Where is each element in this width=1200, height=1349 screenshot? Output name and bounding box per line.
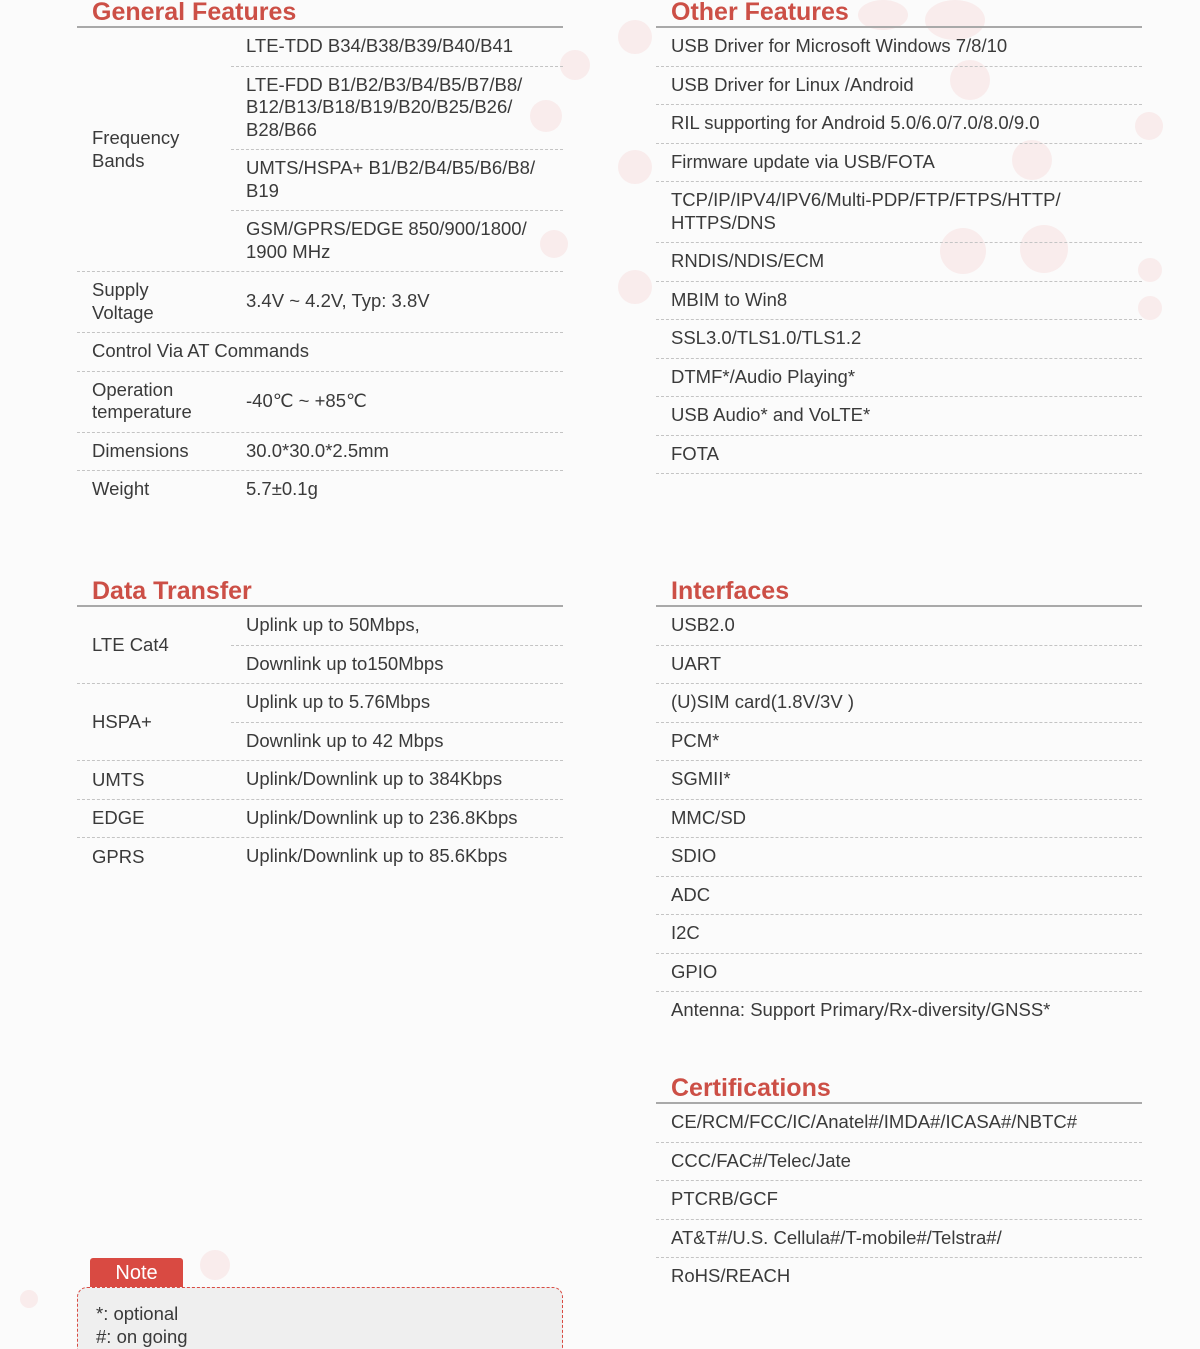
supply-voltage-row xyxy=(77,272,563,333)
interfaces-section xyxy=(656,575,1142,1030)
decor-dot xyxy=(618,270,652,304)
operation-temperature-row xyxy=(77,372,563,433)
decor-dot xyxy=(560,50,590,80)
certification-text: PTCRB/GCF xyxy=(671,1188,778,1209)
weight-value: 5.7±0.1g xyxy=(246,478,318,499)
list-item xyxy=(656,761,1142,800)
at-commands-label: Control Via AT Commands xyxy=(92,340,309,361)
lte-cat4-values xyxy=(231,607,563,683)
frequency-bands-values xyxy=(231,28,563,271)
hspa-value: Downlink up to 42 Mbps xyxy=(246,729,444,751)
list-item xyxy=(656,436,1142,475)
list-item xyxy=(656,992,1142,1030)
hspa-label: HSPA+ xyxy=(92,710,152,732)
hspa-values xyxy=(231,684,563,760)
data-transfer-section xyxy=(77,575,563,876)
frequency-band-value: UMTS/HSPA+ B1/B2/B4/B5/B6/B8/ B19 xyxy=(231,150,563,211)
list-item xyxy=(656,1258,1142,1296)
certification-text: CE/RCM/FCC/IC/Anatel#/IMDA#/ICASA#/NBTC# xyxy=(671,1111,1078,1132)
interface-text: (U)SIM card(1.8V/3V ) xyxy=(671,691,854,712)
interface-text: I2C xyxy=(671,922,700,943)
supply-voltage-value: 3.4V ~ 4.2V, Typ: 3.8V xyxy=(246,290,430,312)
other-feature-text: FOTA xyxy=(671,442,719,464)
lte-cat4-value: Uplink up to 50Mbps, xyxy=(231,607,563,646)
interface-text: USB2.0 xyxy=(671,614,735,635)
certification-text: AT&T#/U.S. Cellula#/T-mobile#/Telstra#/ xyxy=(671,1226,1002,1248)
weight-row xyxy=(77,471,563,509)
list-item xyxy=(656,954,1142,993)
gprs-value: Uplink/Downlink up to 85.6Kbps xyxy=(246,845,508,866)
dimensions-label: Dimensions xyxy=(92,439,189,461)
other-feature-text: Firmware update via USB/FOTA xyxy=(671,150,935,172)
list-item xyxy=(656,607,1142,646)
list-item xyxy=(656,800,1142,839)
list-item xyxy=(656,723,1142,762)
interface-text: SDIO xyxy=(671,845,717,866)
note-tab: Note xyxy=(90,1258,183,1288)
certifications-section xyxy=(656,1072,1142,1296)
edge-value: Uplink/Downlink up to 236.8Kbps xyxy=(246,806,518,828)
list-item xyxy=(656,838,1142,877)
certifications-title: Certifications xyxy=(656,1072,1142,1104)
frequency-band-value: LTE-TDD B34/B38/B39/B40/B41 xyxy=(231,28,563,67)
decor-dot xyxy=(200,1250,230,1280)
list-item xyxy=(656,397,1142,436)
hspa-row xyxy=(77,684,563,761)
other-feature-text: SSL3.0/TLS1.0/TLS1.2 xyxy=(671,327,862,348)
frequency-bands-row xyxy=(77,28,563,272)
frequency-band-value: GSM/GPRS/EDGE 850/900/1800/ 1900 MHz xyxy=(246,218,527,262)
interface-text: PCM* xyxy=(671,729,720,751)
other-feature-text: RNDIS/NDIS/ECM xyxy=(671,250,825,271)
decor-dot xyxy=(618,20,652,54)
note-box xyxy=(77,1287,563,1349)
other-feature-text: USB Driver for Microsoft Windows 7/8/10 xyxy=(671,35,1008,56)
note-optional: *: optional xyxy=(96,1303,179,1324)
list-item xyxy=(656,646,1142,685)
umts-row xyxy=(77,761,563,800)
interface-text: Antenna: Support Primary/Rx-diversity/GNSS* xyxy=(671,999,1051,1020)
decor-dot xyxy=(618,150,652,184)
weight-label: Weight xyxy=(92,478,150,499)
supply-voltage-label: Supply Voltage xyxy=(92,279,154,323)
list-item xyxy=(656,684,1142,723)
list-item xyxy=(656,105,1142,144)
other-features-title: Other Features xyxy=(656,0,1142,28)
list-item xyxy=(656,28,1142,67)
other-feature-text: DTMF*/Audio Playing* xyxy=(671,365,856,387)
certification-text: CCC/FAC#/Telec/Jate xyxy=(671,1149,851,1171)
umts-value: Uplink/Downlink up to 384Kbps xyxy=(246,768,503,789)
other-feature-text: TCP/IP/IPV4/IPV6/Multi-PDP/FTP/FTPS/HTTP/ HTTPS/DNS xyxy=(671,189,1061,233)
hspa-value: Uplink up to 5.76Mbps xyxy=(231,684,563,723)
list-item xyxy=(656,877,1142,916)
other-feature-text: RIL supporting for Android 5.0/6.0/7.0/8.0/9.0 xyxy=(671,112,1040,133)
other-features-section xyxy=(656,0,1142,474)
at-commands-row xyxy=(77,333,563,372)
list-item xyxy=(656,67,1142,106)
other-feature-text: USB Audio* and VoLTE* xyxy=(671,404,871,425)
general-features-section xyxy=(77,0,563,509)
data-transfer-title: Data Transfer xyxy=(77,575,563,607)
note-ongoing: #: on going xyxy=(96,1326,188,1347)
dimensions-value: 30.0*30.0*2.5mm xyxy=(246,439,389,461)
list-item xyxy=(656,243,1142,282)
interface-text: UART xyxy=(671,652,722,674)
operation-temperature-label: Operation temperature xyxy=(92,378,192,422)
list-item xyxy=(656,1181,1142,1220)
list-item xyxy=(656,182,1142,243)
frequency-band-value: LTE-FDD B1/B2/B3/B4/B5/B7/B8/ B12/B13/B18/B19/B20/B25/B26/ B28/B66 xyxy=(231,67,563,151)
list-item xyxy=(656,359,1142,398)
edge-label: EDGE xyxy=(92,807,145,828)
interface-text: SGMII* xyxy=(671,768,731,789)
lte-cat4-label: LTE Cat4 xyxy=(92,633,169,655)
edge-row xyxy=(77,800,563,839)
frequency-bands-label: Frequency Bands xyxy=(92,127,180,171)
general-features-title: General Features xyxy=(77,0,563,28)
interface-text: ADC xyxy=(671,883,711,905)
decor-dot xyxy=(20,1290,38,1308)
list-item xyxy=(656,915,1142,954)
gprs-row xyxy=(77,838,563,876)
other-feature-text: USB Driver for Linux /Android xyxy=(671,73,914,95)
operation-temperature-value: -40℃ ~ +85℃ xyxy=(246,389,367,411)
certification-text: RoHS/REACH xyxy=(671,1265,791,1286)
list-item xyxy=(656,320,1142,359)
umts-label: UMTS xyxy=(92,768,145,790)
list-item xyxy=(656,1104,1142,1143)
dimensions-row xyxy=(77,433,563,472)
other-feature-text: MBIM to Win8 xyxy=(671,288,788,310)
gprs-label: GPRS xyxy=(92,845,145,867)
lte-cat4-row xyxy=(77,607,563,684)
list-item xyxy=(656,1143,1142,1182)
interface-text: GPIO xyxy=(671,960,718,982)
list-item xyxy=(656,1220,1142,1259)
list-item xyxy=(656,282,1142,321)
list-item xyxy=(656,144,1142,183)
lte-cat4-value: Downlink up to150Mbps xyxy=(246,652,444,674)
interface-text: MMC/SD xyxy=(671,806,747,828)
interfaces-title: Interfaces xyxy=(656,575,1142,607)
